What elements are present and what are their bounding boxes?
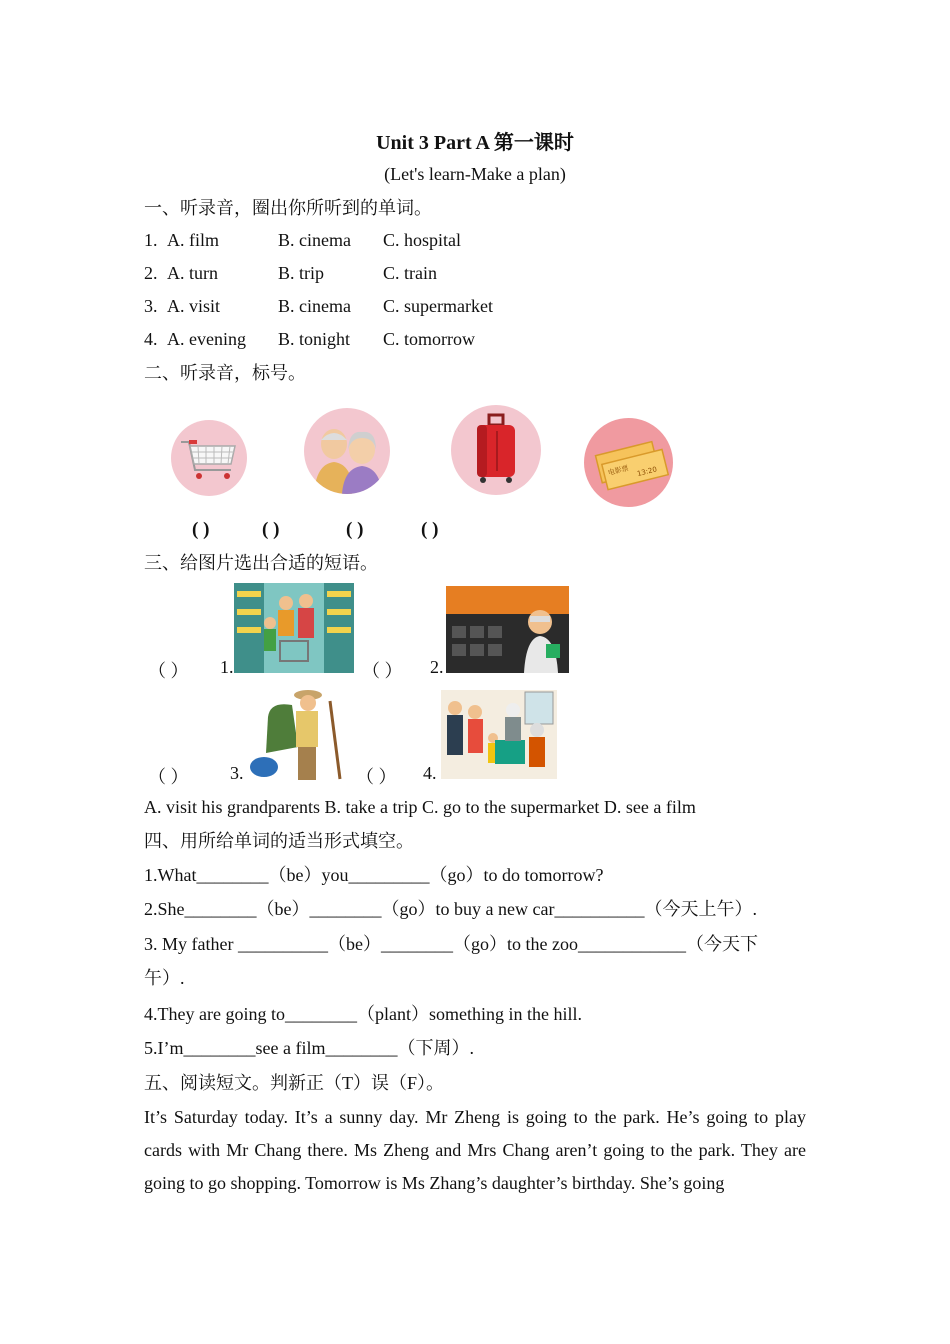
option-a: A. evening — [167, 329, 246, 349]
page-title: Unit 3 Part A 第一课时 — [376, 132, 574, 154]
cinema-scene-icon — [446, 586, 569, 673]
fill-blank-line[interactable]: 2.She________（be）________（go）to buy a new car__________（今天上午）. — [144, 899, 757, 919]
option-a: A. turn — [167, 263, 218, 283]
option-b: B. cinema — [278, 296, 351, 316]
trip-picture — [246, 687, 348, 780]
row-number: 4. — [144, 329, 158, 349]
page-subtitle: (Let's learn-Make a plan) — [384, 164, 566, 184]
item-number: 1. — [220, 657, 234, 677]
supermarket-scene-icon — [234, 583, 354, 673]
option-a: A. visit — [167, 296, 221, 316]
cinema-picture — [446, 586, 569, 673]
section4-heading: 四、用所给单词的适当形式填空。 — [144, 831, 414, 851]
row-number: 2. — [144, 263, 158, 283]
option-c: C. tomorrow — [383, 329, 475, 349]
row-number: 1. — [144, 230, 158, 250]
reading-passage: It’s Saturday today. It’s a sunny day. Mr Zheng is going to the park. He’s going to play cards with Mr Chang there. Ms Zheng and Mrs Chang aren’t going to the park. They are going to go shopping. Tomorrow is Ms Zhang’s daughter’s birthday. She’s going — [144, 1107, 806, 1193]
supermarket-picture — [234, 583, 354, 673]
suitcase-icon — [451, 405, 541, 495]
ticket-label: 电影票 — [607, 464, 630, 478]
suitcase-picture — [451, 405, 541, 495]
fill-blank-line[interactable]: 5.I’m________see a film________（下周）. — [144, 1038, 474, 1058]
option-a: A. film — [167, 230, 219, 250]
section3-options: A. visit his grandparents B. take a trip C. go to the supermarket D. see a film — [144, 797, 696, 817]
option-b: B. tonight — [278, 329, 351, 349]
option-b: B. cinema — [278, 230, 351, 250]
answer-paren[interactable]: （ ） — [148, 661, 189, 681]
film-tickets-picture — [584, 418, 673, 507]
family-visit-icon — [441, 690, 557, 779]
grandparents-picture — [304, 408, 390, 494]
section3-heading: 三、给图片选出合适的短语。 — [144, 553, 378, 573]
answer-paren[interactable]: ( ) — [421, 519, 439, 540]
option-c: C. supermarket — [383, 296, 493, 316]
section2-heading: 二、听录音，标号。 — [144, 363, 306, 383]
section5-heading: 五、阅读短文。判新正（T）误（F）。 — [144, 1073, 445, 1093]
grandparents-icon — [304, 408, 390, 494]
hiker-icon — [246, 687, 348, 780]
section1-heading: 一、听录音，圈出你所听到的单词。 — [144, 198, 432, 218]
fill-blank-line: 午）. — [144, 968, 185, 988]
shopping-cart-icon — [171, 420, 247, 496]
answer-paren[interactable]: （ ） — [362, 661, 403, 681]
option-b: B. trip — [278, 263, 325, 283]
item-number: 4. — [423, 763, 437, 783]
answer-paren[interactable]: （ ） — [148, 767, 189, 787]
grandparents-visit-picture — [441, 690, 557, 779]
answer-paren[interactable]: ( ) — [346, 519, 364, 540]
fill-blank-line[interactable]: 3. My father __________（be）________（go）to the zoo____________（今天下 — [144, 934, 758, 954]
option-c: C. train — [383, 263, 437, 283]
option-c: C. hospital — [383, 230, 462, 250]
row-number: 3. — [144, 296, 158, 316]
shopping-cart-picture — [171, 420, 247, 496]
answer-paren[interactable]: ( ) — [262, 519, 280, 540]
item-number: 2. — [430, 657, 444, 677]
answer-paren[interactable]: （ ） — [356, 767, 397, 787]
answer-paren[interactable]: ( ) — [192, 519, 210, 540]
ticket-icon — [584, 418, 673, 507]
ticket-time: 13:20 — [636, 465, 658, 479]
item-number: 3. — [230, 763, 244, 783]
fill-blank-line[interactable]: 1.What________（be）you_________（go）to do tomorrow? — [144, 865, 604, 885]
fill-blank-line[interactable]: 4.They are going to________（plant）something in the hill. — [144, 1004, 582, 1024]
